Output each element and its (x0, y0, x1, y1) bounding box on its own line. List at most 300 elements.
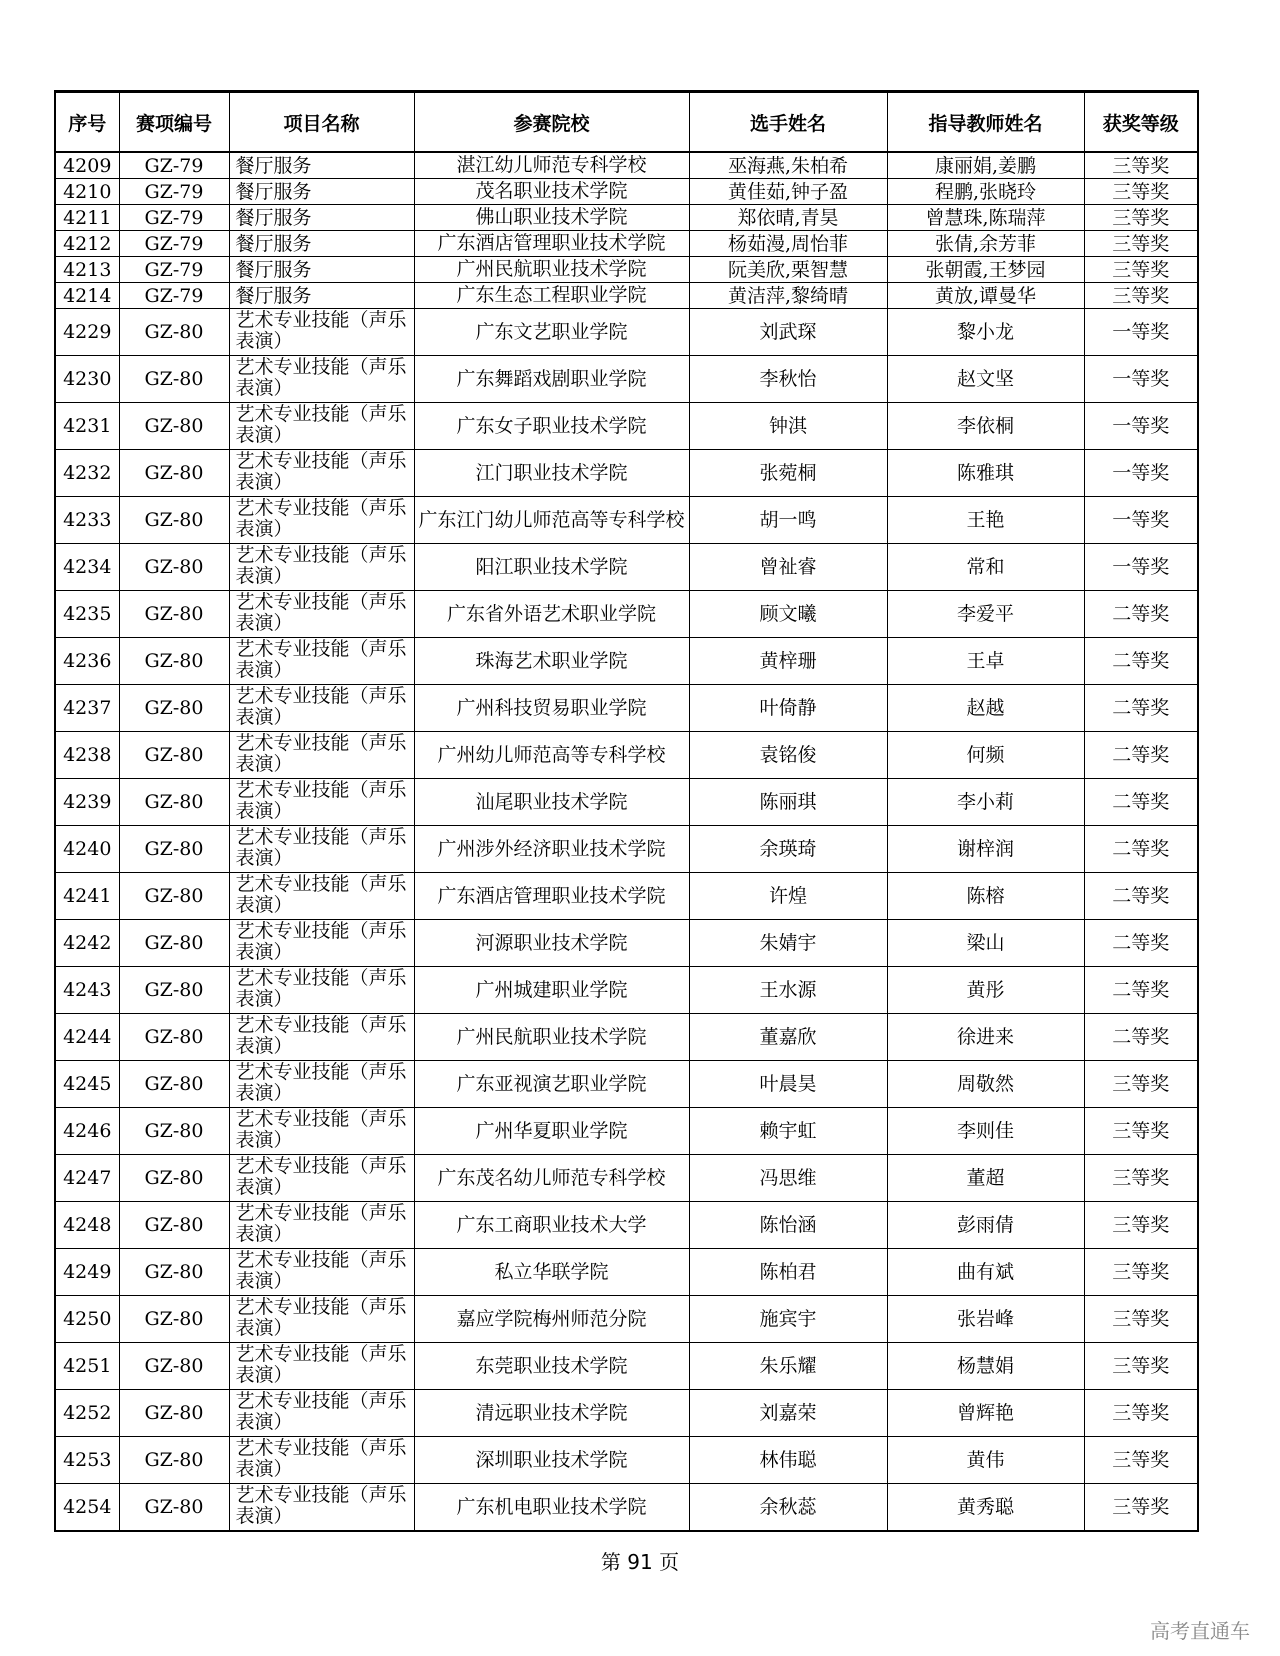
cell-school-text: 阳江职业技术学院 (475, 556, 628, 578)
cell-event-code: GZ-80 (119, 356, 229, 403)
cell-award-level: 三等奖 (1084, 205, 1198, 231)
cell-project-name (229, 873, 414, 920)
cell-school-text: 广东茂名幼儿师范专科学校 (437, 1167, 666, 1189)
cell-school-text: 广东亚视演艺职业学院 (456, 1073, 647, 1095)
cell-school (414, 591, 689, 638)
cell-award-level: 一等奖 (1084, 497, 1198, 544)
header-school: 参赛院校 (414, 92, 689, 153)
cell-school-text: 广州城建职业学院 (475, 979, 628, 1001)
cell-school (414, 967, 689, 1014)
table-row (55, 638, 1198, 685)
cell-teacher-names: 曾辉艳 (887, 1390, 1084, 1437)
cell-event-code: GZ-80 (119, 1484, 229, 1532)
cell-project-name (229, 1249, 414, 1296)
cell-school (414, 1061, 689, 1108)
cell-school-text: 珠海艺术职业学院 (475, 650, 628, 672)
cell-project-name-text: 艺术专业技能（声乐表演） (235, 451, 407, 493)
cell-student-names: 黄佳茹,钟子盈 (689, 179, 887, 205)
cell-project-name (229, 1108, 414, 1155)
cell-project-name (229, 283, 414, 309)
cell-school-text: 广州涉外经济职业技术学院 (437, 838, 666, 860)
cell-event-code: GZ-80 (119, 591, 229, 638)
cell-seq: 4244 (55, 1014, 119, 1061)
cell-project-name-text: 艺术专业技能（声乐表演） (235, 827, 407, 869)
cell-teacher-names: 程鹏,张晓玲 (887, 179, 1084, 205)
cell-school (414, 403, 689, 450)
cell-school (414, 356, 689, 403)
cell-project-name (229, 1202, 414, 1249)
cell-event-code: GZ-80 (119, 873, 229, 920)
table-row (55, 873, 1198, 920)
cell-teacher-names: 黄彤 (887, 967, 1084, 1014)
cell-project-name-text: 餐厅服务 (235, 232, 312, 255)
cell-student-names: 叶晨昊 (689, 1061, 887, 1108)
cell-teacher-names: 李爱平 (887, 591, 1084, 638)
cell-seq: 4236 (55, 638, 119, 685)
cell-school (414, 732, 689, 779)
cell-event-code: GZ-80 (119, 920, 229, 967)
cell-project-name (229, 779, 414, 826)
table-body (55, 152, 1198, 1531)
cell-school-text: 广东江门幼儿师范高等专科学校 (418, 509, 685, 531)
cell-project-name-text: 餐厅服务 (235, 258, 312, 281)
header-event-code: 赛项编号 (119, 92, 229, 153)
cell-seq: 4248 (55, 1202, 119, 1249)
cell-event-code: GZ-80 (119, 1437, 229, 1484)
cell-seq: 4242 (55, 920, 119, 967)
table-row (55, 283, 1198, 309)
cell-project-name (229, 1343, 414, 1390)
cell-event-code: GZ-80 (119, 967, 229, 1014)
cell-award-level: 一等奖 (1084, 403, 1198, 450)
table-row (55, 591, 1198, 638)
cell-award-level: 二等奖 (1084, 920, 1198, 967)
cell-seq: 4240 (55, 826, 119, 873)
cell-award-level: 三等奖 (1084, 1249, 1198, 1296)
cell-event-code: GZ-80 (119, 1249, 229, 1296)
table-header-row (55, 92, 1198, 153)
table-row (55, 152, 1198, 179)
cell-seq: 4247 (55, 1155, 119, 1202)
table-row (55, 257, 1198, 283)
cell-project-name-text: 艺术专业技能（声乐表演） (235, 686, 407, 728)
cell-school-text: 广州民航职业技术学院 (456, 259, 647, 280)
cell-student-names: 郑依晴,青昊 (689, 205, 887, 231)
cell-school (414, 1202, 689, 1249)
cell-project-name-text: 餐厅服务 (235, 154, 312, 177)
cell-award-level: 三等奖 (1084, 1343, 1198, 1390)
cell-project-name (229, 309, 414, 356)
cell-event-code: GZ-80 (119, 1296, 229, 1343)
cell-award-level: 三等奖 (1084, 257, 1198, 283)
table-row (55, 356, 1198, 403)
cell-student-names: 余秋蕊 (689, 1484, 887, 1532)
table-row (55, 1343, 1198, 1390)
cell-project-name (229, 179, 414, 205)
cell-award-level: 三等奖 (1084, 1108, 1198, 1155)
cell-project-name-text: 艺术专业技能（声乐表演） (235, 545, 407, 587)
cell-event-code: GZ-80 (119, 685, 229, 732)
cell-school (414, 179, 689, 205)
cell-student-names: 黄梓珊 (689, 638, 887, 685)
cell-project-name (229, 732, 414, 779)
table-row (55, 179, 1198, 205)
cell-teacher-names: 梁山 (887, 920, 1084, 967)
cell-project-name-text: 艺术专业技能（声乐表演） (235, 733, 407, 775)
cell-seq: 4232 (55, 450, 119, 497)
cell-school (414, 1155, 689, 1202)
cell-event-code: GZ-80 (119, 1061, 229, 1108)
cell-school (414, 920, 689, 967)
cell-event-code: GZ-80 (119, 1155, 229, 1202)
cell-event-code: GZ-80 (119, 497, 229, 544)
cell-project-name-text: 餐厅服务 (235, 180, 312, 203)
cell-project-name (229, 257, 414, 283)
cell-project-name-text: 艺术专业技能（声乐表演） (235, 1297, 407, 1339)
cell-project-name (229, 450, 414, 497)
cell-school (414, 1014, 689, 1061)
table-row (55, 1390, 1198, 1437)
cell-school (414, 1249, 689, 1296)
cell-teacher-names: 彭雨倩 (887, 1202, 1084, 1249)
cell-teacher-names: 赵越 (887, 685, 1084, 732)
cell-project-name (229, 920, 414, 967)
cell-school-text: 广东机电职业技术学院 (456, 1496, 647, 1518)
cell-project-name (229, 497, 414, 544)
cell-teacher-names: 徐进来 (887, 1014, 1084, 1061)
header-teacher-names: 指导教师姓名 (887, 92, 1084, 153)
cell-school-text: 私立华联学院 (494, 1261, 609, 1283)
cell-school-text: 广州民航职业技术学院 (456, 1026, 647, 1048)
cell-project-name-text: 艺术专业技能（声乐表演） (235, 639, 407, 681)
cell-event-code: GZ-80 (119, 450, 229, 497)
cell-seq: 4234 (55, 544, 119, 591)
cell-project-name (229, 826, 414, 873)
cell-teacher-names: 黄伟 (887, 1437, 1084, 1484)
cell-teacher-names: 王卓 (887, 638, 1084, 685)
table-row (55, 1155, 1198, 1202)
cell-project-name-text: 艺术专业技能（声乐表演） (235, 780, 407, 822)
cell-event-code: GZ-80 (119, 1014, 229, 1061)
table-row (55, 1061, 1198, 1108)
table-row (55, 205, 1198, 231)
cell-seq: 4211 (55, 205, 119, 231)
table-row (55, 1202, 1198, 1249)
cell-teacher-names: 陈雅琪 (887, 450, 1084, 497)
cell-project-name-text: 艺术专业技能（声乐表演） (235, 404, 407, 446)
award-table (54, 90, 1199, 1532)
cell-school (414, 1343, 689, 1390)
cell-teacher-names: 张朝霞,王梦园 (887, 257, 1084, 283)
cell-student-names: 李秋怡 (689, 356, 887, 403)
table-row (55, 920, 1198, 967)
cell-teacher-names: 曲有斌 (887, 1249, 1084, 1296)
cell-project-name-text: 艺术专业技能（声乐表演） (235, 874, 407, 916)
cell-student-names: 顾文曦 (689, 591, 887, 638)
cell-award-level: 三等奖 (1084, 231, 1198, 257)
cell-award-level: 二等奖 (1084, 591, 1198, 638)
cell-school (414, 1296, 689, 1343)
cell-teacher-names: 谢梓润 (887, 826, 1084, 873)
cell-event-code: GZ-80 (119, 779, 229, 826)
table-row (55, 1108, 1198, 1155)
cell-school-text: 茂名职业技术学院 (475, 181, 628, 202)
cell-project-name (229, 356, 414, 403)
cell-student-names: 刘嘉荣 (689, 1390, 887, 1437)
cell-award-level: 一等奖 (1084, 450, 1198, 497)
cell-school-text: 广东酒店管理职业技术学院 (437, 233, 666, 254)
cell-student-names: 巫海燕,朱柏希 (689, 152, 887, 179)
cell-seq: 4214 (55, 283, 119, 309)
cell-project-name-text: 艺术专业技能（声乐表演） (235, 921, 407, 963)
cell-school-text: 广州华夏职业学院 (475, 1120, 628, 1142)
cell-student-names: 阮美欣,栗智慧 (689, 257, 887, 283)
cell-project-name (229, 231, 414, 257)
cell-school (414, 257, 689, 283)
cell-event-code: GZ-80 (119, 403, 229, 450)
header-award-level: 获奖等级 (1084, 92, 1198, 153)
cell-teacher-names: 陈榕 (887, 873, 1084, 920)
cell-project-name-text: 艺术专业技能（声乐表演） (235, 1062, 407, 1104)
page-number: 第 91 页 (600, 1550, 680, 1574)
cell-award-level: 二等奖 (1084, 779, 1198, 826)
cell-school-text: 广东女子职业技术学院 (456, 415, 647, 437)
cell-teacher-names: 何频 (887, 732, 1084, 779)
table-row (55, 1437, 1198, 1484)
cell-student-names: 许煌 (689, 873, 887, 920)
cell-seq: 4246 (55, 1108, 119, 1155)
cell-student-names: 王水源 (689, 967, 887, 1014)
cell-event-code: GZ-80 (119, 309, 229, 356)
cell-teacher-names: 李则佳 (887, 1108, 1084, 1155)
cell-award-level: 三等奖 (1084, 1484, 1198, 1532)
cell-project-name-text: 餐厅服务 (235, 206, 312, 229)
cell-project-name-text: 艺术专业技能（声乐表演） (235, 1344, 407, 1386)
cell-seq: 4237 (55, 685, 119, 732)
watermark-text: 高考直通车 (1150, 1619, 1250, 1643)
cell-project-name-text: 餐厅服务 (235, 284, 312, 307)
cell-project-name-text: 艺术专业技能（声乐表演） (235, 1485, 407, 1527)
cell-student-names: 朱婧宇 (689, 920, 887, 967)
cell-teacher-names: 康丽娟,姜鹏 (887, 152, 1084, 179)
cell-event-code: GZ-79 (119, 257, 229, 283)
cell-award-level: 二等奖 (1084, 967, 1198, 1014)
cell-project-name (229, 205, 414, 231)
cell-award-level: 三等奖 (1084, 152, 1198, 179)
table-row (55, 1014, 1198, 1061)
cell-student-names: 冯思维 (689, 1155, 887, 1202)
table-row (55, 1484, 1198, 1532)
cell-seq: 4231 (55, 403, 119, 450)
cell-project-name-text: 艺术专业技能（声乐表演） (235, 1250, 407, 1292)
cell-award-level: 三等奖 (1084, 1437, 1198, 1484)
cell-student-names: 胡一鸣 (689, 497, 887, 544)
cell-project-name-text: 艺术专业技能（声乐表演） (235, 592, 407, 634)
cell-project-name-text: 艺术专业技能（声乐表演） (235, 1438, 407, 1480)
cell-seq: 4243 (55, 967, 119, 1014)
cell-project-name (229, 152, 414, 179)
cell-school (414, 544, 689, 591)
cell-school-text: 湛江幼儿师范专科学校 (456, 155, 647, 176)
cell-student-names: 张菀桐 (689, 450, 887, 497)
header-seq: 序号 (55, 92, 119, 153)
cell-award-level: 二等奖 (1084, 1014, 1198, 1061)
cell-seq: 4238 (55, 732, 119, 779)
cell-student-names: 叶倚静 (689, 685, 887, 732)
cell-school (414, 309, 689, 356)
cell-student-names: 施宾宇 (689, 1296, 887, 1343)
table-row (55, 779, 1198, 826)
cell-event-code: GZ-79 (119, 231, 229, 257)
cell-seq: 4212 (55, 231, 119, 257)
cell-award-level: 二等奖 (1084, 685, 1198, 732)
cell-school-text: 佛山职业技术学院 (475, 207, 628, 228)
cell-seq: 4239 (55, 779, 119, 826)
cell-seq: 4235 (55, 591, 119, 638)
cell-school (414, 497, 689, 544)
cell-project-name-text: 艺术专业技能（声乐表演） (235, 968, 407, 1010)
cell-seq: 4253 (55, 1437, 119, 1484)
cell-award-level: 二等奖 (1084, 638, 1198, 685)
cell-event-code: GZ-79 (119, 179, 229, 205)
cell-school-text: 东莞职业技术学院 (475, 1355, 628, 1377)
cell-seq: 4245 (55, 1061, 119, 1108)
cell-student-names: 陈丽琪 (689, 779, 887, 826)
cell-school-text: 广东工商职业技术大学 (456, 1214, 647, 1236)
cell-teacher-names: 黎小龙 (887, 309, 1084, 356)
cell-school (414, 1484, 689, 1532)
header-student-names: 选手姓名 (689, 92, 887, 153)
cell-seq: 4213 (55, 257, 119, 283)
cell-project-name-text: 艺术专业技能（声乐表演） (235, 1203, 407, 1245)
cell-seq: 4250 (55, 1296, 119, 1343)
cell-school (414, 779, 689, 826)
cell-student-names: 赖宇虹 (689, 1108, 887, 1155)
cell-student-names: 钟淇 (689, 403, 887, 450)
cell-seq: 4230 (55, 356, 119, 403)
cell-school (414, 873, 689, 920)
cell-award-level: 三等奖 (1084, 1390, 1198, 1437)
cell-school (414, 283, 689, 309)
cell-teacher-names: 赵文坚 (887, 356, 1084, 403)
cell-teacher-names: 常和 (887, 544, 1084, 591)
cell-student-names: 朱乐耀 (689, 1343, 887, 1390)
cell-event-code: GZ-79 (119, 152, 229, 179)
cell-project-name-text: 艺术专业技能（声乐表演） (235, 1391, 407, 1433)
table-row (55, 1249, 1198, 1296)
cell-project-name (229, 1390, 414, 1437)
cell-project-name (229, 1437, 414, 1484)
cell-school-text: 广州科技贸易职业学院 (456, 697, 647, 719)
cell-student-names: 曾祉睿 (689, 544, 887, 591)
cell-event-code: GZ-79 (119, 283, 229, 309)
cell-project-name-text: 艺术专业技能（声乐表演） (235, 1015, 407, 1057)
cell-project-name (229, 967, 414, 1014)
cell-school (414, 638, 689, 685)
table-row (55, 967, 1198, 1014)
cell-teacher-names: 张岩峰 (887, 1296, 1084, 1343)
cell-teacher-names: 王艳 (887, 497, 1084, 544)
cell-teacher-names: 张倩,余芳菲 (887, 231, 1084, 257)
cell-school (414, 205, 689, 231)
cell-school-text: 广东省外语艺术职业学院 (446, 603, 656, 625)
cell-student-names: 陈柏君 (689, 1249, 887, 1296)
cell-award-level: 一等奖 (1084, 356, 1198, 403)
cell-teacher-names: 周敬然 (887, 1061, 1084, 1108)
cell-event-code: GZ-80 (119, 1108, 229, 1155)
table-row (55, 309, 1198, 356)
cell-project-name (229, 544, 414, 591)
cell-project-name (229, 638, 414, 685)
cell-project-name (229, 403, 414, 450)
cell-school-text: 广东酒店管理职业技术学院 (437, 885, 666, 907)
cell-event-code: GZ-80 (119, 544, 229, 591)
cell-school-text: 广东舞蹈戏剧职业学院 (456, 368, 647, 390)
cell-award-level: 二等奖 (1084, 732, 1198, 779)
cell-school (414, 1437, 689, 1484)
cell-school-text: 深圳职业技术学院 (475, 1449, 628, 1471)
cell-seq: 4210 (55, 179, 119, 205)
cell-project-name-text: 艺术专业技能（声乐表演） (235, 310, 407, 352)
cell-seq: 4249 (55, 1249, 119, 1296)
cell-school-text: 河源职业技术学院 (475, 932, 628, 954)
cell-event-code: GZ-80 (119, 732, 229, 779)
cell-project-name (229, 1155, 414, 1202)
cell-project-name-text: 艺术专业技能（声乐表演） (235, 1156, 407, 1198)
cell-school-text: 清远职业技术学院 (475, 1402, 628, 1424)
cell-award-level: 一等奖 (1084, 309, 1198, 356)
cell-teacher-names: 李依桐 (887, 403, 1084, 450)
cell-event-code: GZ-80 (119, 638, 229, 685)
cell-school-text: 汕尾职业技术学院 (475, 791, 628, 813)
cell-teacher-names: 黄秀聪 (887, 1484, 1084, 1532)
cell-award-level: 三等奖 (1084, 179, 1198, 205)
cell-seq: 4241 (55, 873, 119, 920)
table-row (55, 544, 1198, 591)
cell-seq: 4233 (55, 497, 119, 544)
cell-project-name (229, 685, 414, 732)
cell-school-text: 广东生态工程职业学院 (456, 285, 647, 306)
table-row (55, 732, 1198, 779)
cell-event-code: GZ-80 (119, 1343, 229, 1390)
cell-school-text: 嘉应学院梅州师范分院 (456, 1308, 647, 1330)
table-row (55, 450, 1198, 497)
table-row (55, 826, 1198, 873)
cell-project-name-text: 艺术专业技能（声乐表演） (235, 357, 407, 399)
cell-project-name (229, 1484, 414, 1532)
cell-school (414, 1108, 689, 1155)
cell-student-names: 董嘉欣 (689, 1014, 887, 1061)
table-row (55, 497, 1198, 544)
cell-seq: 4251 (55, 1343, 119, 1390)
cell-school (414, 450, 689, 497)
cell-event-code: GZ-80 (119, 1202, 229, 1249)
cell-student-names: 刘武琛 (689, 309, 887, 356)
cell-event-code: GZ-79 (119, 205, 229, 231)
cell-school (414, 826, 689, 873)
header-project-name: 项目名称 (229, 92, 414, 153)
cell-school-text: 广东文艺职业学院 (475, 321, 628, 343)
cell-project-name-text: 艺术专业技能（声乐表演） (235, 1109, 407, 1151)
cell-seq: 4254 (55, 1484, 119, 1532)
cell-student-names: 杨茹漫,周怡菲 (689, 231, 887, 257)
table-row (55, 685, 1198, 732)
cell-teacher-names: 李小莉 (887, 779, 1084, 826)
cell-school (414, 685, 689, 732)
cell-student-names: 黄洁萍,黎绮晴 (689, 283, 887, 309)
cell-school (414, 152, 689, 179)
cell-school-text: 广州幼儿师范高等专科学校 (437, 744, 666, 766)
